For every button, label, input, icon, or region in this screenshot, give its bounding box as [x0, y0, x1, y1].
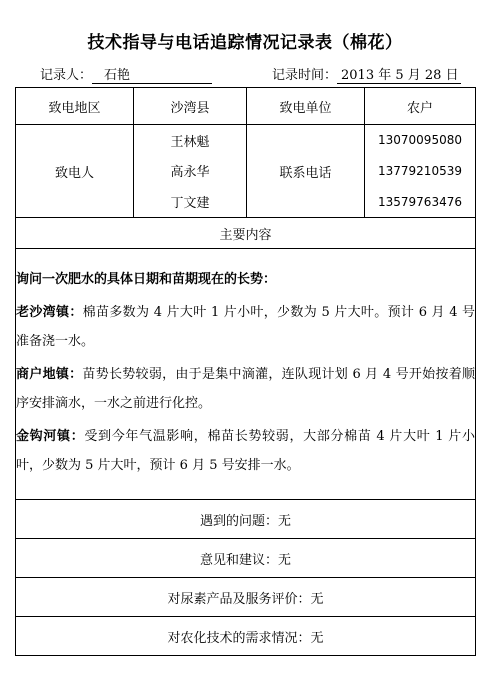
recorder-label: 记录人： — [40, 68, 93, 83]
town-name: 商户地镇： — [16, 366, 83, 382]
unit-label: 致电单位 — [247, 88, 365, 125]
table-row — [16, 500, 476, 539]
phone-label: 联系电话 — [247, 125, 365, 218]
tech-needs-row: 对农化技术的需求情况：无 — [16, 617, 476, 656]
table-row — [16, 578, 476, 617]
town-name: 金钩河镇： — [16, 428, 85, 444]
form-title: 技术指导与电话追踪情况记录表（棉花） — [87, 33, 403, 53]
record-table — [15, 87, 476, 656]
town-entry — [16, 422, 475, 480]
town-report: 受到今年气温影响，棉苗长势较弱，大部分棉苗 4 片大叶 1 片小叶，少数为 5 片大叶，预计 6 月 5 号安排一水。 — [16, 428, 475, 473]
record-time-label: 记录时间： — [272, 68, 338, 83]
caller-name: 高永华 — [170, 165, 210, 181]
phone-number: 13070095080 — [378, 133, 462, 148]
caller-name: 丁文建 — [170, 196, 210, 212]
table-row — [16, 249, 476, 500]
table-row — [16, 617, 476, 656]
caller-label: 致电人 — [16, 125, 134, 218]
recorder-field — [40, 64, 212, 84]
town-entry — [16, 298, 475, 356]
table-row — [16, 125, 476, 218]
table-row — [16, 539, 476, 578]
table-row — [16, 88, 476, 125]
suggestions-row: 意见和建议：无 — [16, 539, 476, 578]
town-name: 老沙湾镇： — [16, 304, 83, 320]
caller-name: 王林魁 — [170, 134, 210, 150]
caller-names-cell — [134, 125, 247, 218]
phone-number: 13779210539 — [378, 163, 462, 178]
problems-row: 遇到的问题：无 — [16, 500, 476, 539]
phone-numbers-cell — [365, 125, 476, 218]
table-row — [16, 218, 476, 249]
region-label: 致电地区 — [16, 88, 134, 125]
record-time-value: 2013 年 5 月 28 日 — [337, 68, 461, 84]
main-content-header: 主要内容 — [16, 218, 476, 249]
record-time-field — [272, 64, 461, 84]
town-entry — [16, 360, 475, 418]
town-report: 苗势长势较弱，由于是集中滴灌，连队现计划 6 月 4 号开始按着顺序安排滴水，一水之前进行化控。 — [16, 366, 475, 411]
main-content-body — [16, 249, 476, 500]
recorder-value: 石艳 — [92, 68, 212, 84]
unit-value: 农户 — [365, 88, 476, 125]
urea-evaluation-row: 对尿素产品及服务评价：无 — [16, 578, 476, 617]
question-text: 询问一次肥水的具体日期和苗期现在的长势： — [16, 271, 277, 287]
town-report: 棉苗多数为 4 片大叶 1 片小叶，少数为 5 片大叶。预计 6 月 4 号准备浇一水。 — [16, 304, 475, 349]
region-value: 沙湾县 — [134, 88, 247, 125]
phone-number: 13579763476 — [378, 194, 462, 209]
